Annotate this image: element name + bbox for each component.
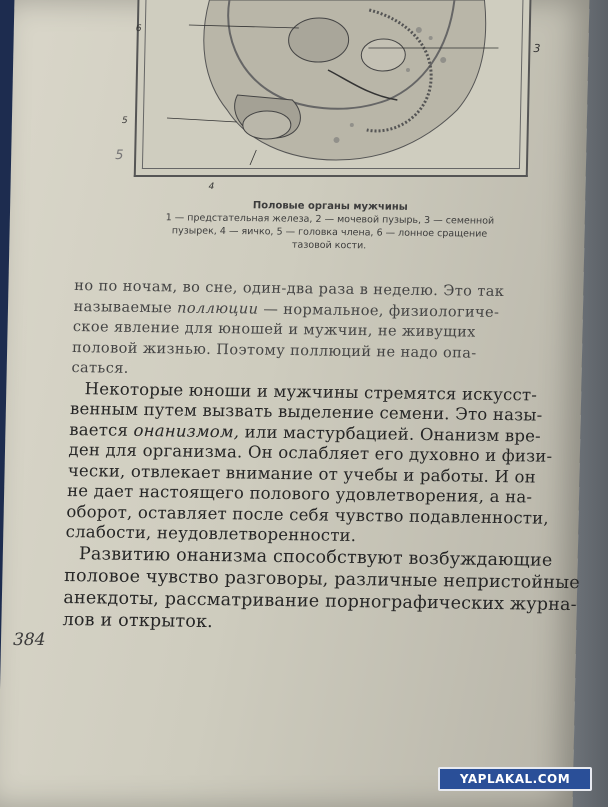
watermark-badge: YAPLAKAL.COM [438,767,592,791]
page-number: 384 [12,630,46,650]
caption-line: тазовой кости. [291,239,367,252]
caption-line: 1 — предстательная железа, 2 — мочевой пузырь, 3 — семенной [165,212,495,227]
paragraph-3 [62,542,585,637]
text-line: лов и открыток. [62,609,214,632]
text-line: чески, отвлекает внимание от учебы и работы. И он [67,460,537,487]
figure-caption [69,197,590,254]
text-line: слабости, неудовлетворенности. [65,521,357,546]
text-line: саться. [71,359,130,377]
text-line: анекдоты, рассматривание порнографических журна- [63,587,578,615]
text-line: ское явление для юношей и мужчин, не живущих [72,318,477,341]
text-line: Развитию онанизма способствуют возбуждающие [78,543,553,571]
anatomical-figure [134,0,532,177]
text-line: половой жизнью. Поэтому поллюций не надо опа- [71,339,477,362]
paragraph-1 [71,276,594,386]
callout-label: 5 [121,116,128,126]
caption-line: пузырек, 4 — яичко, 5 — головка члена, 6 — лонное сращение [171,225,488,240]
text-line: ден для организма. Он ослабляет его духовно и физи- [68,439,553,466]
text-line: называемые поллюции — нормальное, физиологиче- [73,298,500,321]
callout-label: 6 [135,24,142,34]
body-text [62,276,594,638]
callout-label: 4 [208,182,215,192]
text-line: оборот, оставляет после себя чувство подавленности, [66,501,550,528]
text-line: венным путем вызвать выделение семени. Это назы- [69,398,543,425]
text-line: но по ночам, во сне, один-два раза в неделю. Это так [74,277,505,301]
text-line: половое чувство разговоры, различные непристойные [63,565,581,593]
figure-illustration [166,0,499,165]
text-line: Некоторые юноши и мужчины стремятся искусст- [84,378,538,405]
callout-label: 3 [533,42,541,55]
text-line: вается онанизмом, или мастурбацией. Онанизм вре- [68,419,542,446]
text-line: не дает настоящего полового удовлетворения, а на- [66,480,533,507]
paragraph-2 [65,378,591,549]
callout-label: 5 [115,148,124,163]
caption-title: Половые органы мужчины [252,200,408,213]
